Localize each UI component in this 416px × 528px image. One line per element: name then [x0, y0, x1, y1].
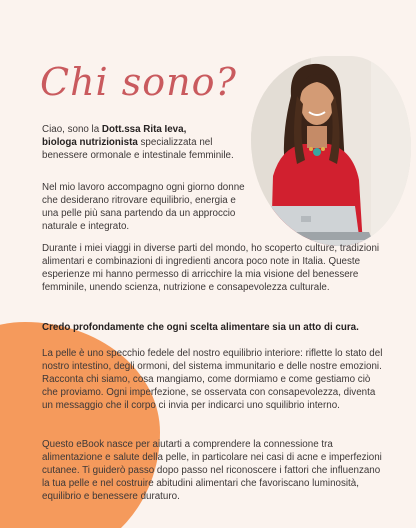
work-paragraph: Nel mio lavoro accompagno ogni giorno donne che desiderano ritrovare equilibrio, energia e una pelle più sana partendo da un approccio naturale e integrato.	[42, 182, 245, 232]
page-title: Chi sono?	[40, 60, 237, 104]
intro-greeting: Ciao, sono la	[42, 124, 102, 135]
skin-paragraph: La pelle è uno specchio fedele del nostro equilibrio interiore: riflette lo stato del nostro intestino, degli ormoni, del sistema immunitario e delle nostre emozioni. Racconta chi siamo, cosa mangiamo, come dormiamo e come gestiamo ciò che proviamo. Ogni imperfezione, se osservata con consapevolezza, diventa un messaggio che il corpo ci invia per indicarci uno squilibrio interno.	[42, 348, 383, 411]
author-name: Dott.ssa Rita Ieva,	[101, 124, 187, 135]
intro-role-rest: specializzata nel benessere ormonale e intestinale femminile.	[42, 137, 234, 161]
travel-paragraph: Durante i miei viaggi in diverse parti del mondo, ho scoperto culture, tradizioni alimentari e combinazioni di ingredienti ancora poco note in Italia. Queste esperienze mi hanno permesso di arricchire la mia visione del benessere femminile, unendo scienza, nutrizione e consapevolezza culturale.	[42, 243, 380, 293]
intro-paragraph	[42, 123, 247, 162]
belief-statement: Credo profondamente che ogni scelta alimentare sia un atto di cura.	[42, 322, 359, 333]
author-role: biologa nutrizionista	[42, 137, 138, 148]
author-photo	[251, 56, 411, 246]
ebook-paragraph: Questo eBook nasce per aiutarti a comprendere la connessione tra alimentazione e salute della pelle, in particolare nei casi di acne e imperfezioni cutanee. Ti guiderò passo dopo passo nel riconoscere i fattori che influenzano la tua pelle e nel costruire abitudini alimentari che favoriscano luminosità, equilibrio e benessere duraturo.	[42, 439, 382, 502]
